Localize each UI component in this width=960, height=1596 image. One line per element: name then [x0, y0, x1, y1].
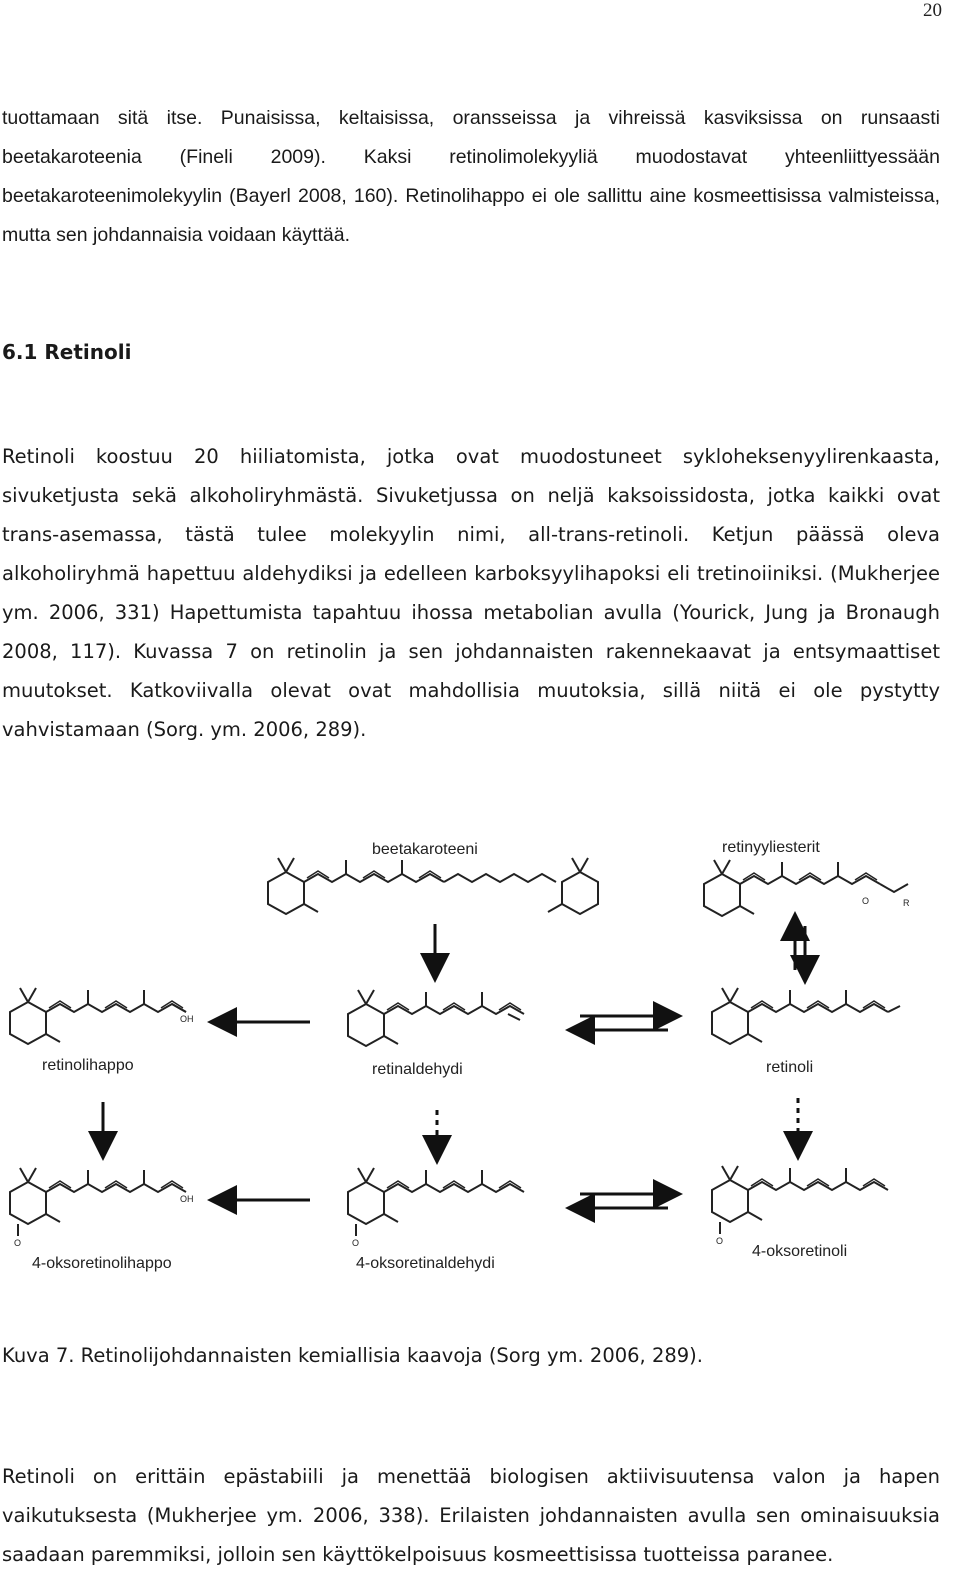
section-heading: 6.1 Retinoli — [2, 340, 132, 364]
retinoid-figure — [0, 820, 960, 1290]
structure-retinyyliesterit — [704, 860, 910, 916]
structure-4-oksoretinaldehydi — [348, 1168, 524, 1248]
paragraph-stability: Retinoli on erittäin epästabiili ja menettää biologisen aktiivisuutensa valon ja hapen vaikutuksesta (Mukherjee ym. 2006, 338). Erilaisten johdannaisten avulla sen ominaisuuksia saadaan paremmiksi, jolloin sen käyttökelpoisuus kosmeettisissa tuotteissa paranee. — [2, 1465, 940, 1566]
structure-4-oksoretinoli — [712, 1166, 888, 1246]
label-retinoli: retinoli — [766, 1059, 814, 1076]
structure-retinolihappo — [10, 988, 194, 1044]
structure-retinaldehydi — [348, 990, 524, 1046]
group-o: O — [862, 896, 870, 906]
paragraph-retinoli: Retinoli koostuu 20 hiiliatomista, jotka ovat muodostuneet sykloheksenyylirenkaasta, sivuketjusta sekä alkoholiryhmästä. Sivuketjussa on neljä kaksoissidosta, jotka kaikki ovat trans-asemassa, tästä tulee molekyylin nimi, all-trans-retinoli. Ketjun päässä oleva alkoholiryhmä hapettuu aldehydiksi ja edelleen karboksyylihapoksi eli tretinoiiniksi. (Mukherjee ym. 2006, 331) Hapettumista tapahtuu ihossa metabolian avulla (Yourick, Jung ja Bronaugh 2008, 117). Kuvassa 7 on retinolin ja sen johdannaisten rakennekaavat ja entsymaattiset muutokset. Katkoviivalla olevat ovat mahdollisia muutoksia, sillä niitä ei ole pystytty vahvistamaan (Sorg. ym. 2006, 289). — [2, 445, 940, 741]
structure-beetakaroteeni — [268, 858, 598, 914]
chemical-structures-diagram — [0, 820, 960, 1290]
structure-retinoli — [712, 988, 900, 1044]
group-o-1: O — [14, 1238, 22, 1248]
label-retinyyliesterit: retinyyliesterit — [722, 839, 820, 856]
page-number: 20 — [923, 0, 942, 21]
group-o-2: O — [352, 1238, 360, 1248]
label-4-oksoretinaldehydi: 4-oksoretinaldehydi — [356, 1255, 495, 1272]
group-oh-2: OH — [180, 1194, 194, 1204]
structure-4-oksoretinolihappo — [10, 1168, 194, 1248]
label-retinaldehydi: retinaldehydi — [372, 1061, 463, 1078]
label-4-oksoretinolihappo: 4-oksoretinolihappo — [32, 1255, 172, 1272]
label-beetakaroteeni: beetakaroteeni — [372, 841, 478, 858]
label-4-oksoretinoli: 4-oksoretinoli — [752, 1243, 848, 1260]
figure-caption: Kuva 7. Retinolijohdannaisten kemiallisia kaavoja (Sorg ym. 2006, 289). — [2, 1344, 703, 1367]
paragraph-intro: tuottamaan sitä itse. Punaisissa, keltaisissa, oransseissa ja vihreissä kasviksissa on runsaasti beetakaroteenia (Fineli 2009). Kaksi retinolimolekyyliä muodostavat yhteenliittyessään beetakaroteenimolekyylin (Bayerl 2008, 160). Retinolihappo ei ole sallittu aine kosmeettisissa valmisteissa, mutta sen johdannaisia voidaan käyttää. — [2, 107, 940, 246]
group-oh-1: OH — [180, 1014, 194, 1024]
group-o-3: O — [716, 1236, 724, 1246]
label-retinolihappo: retinolihappo — [42, 1057, 134, 1074]
group-r: R — [903, 898, 910, 908]
